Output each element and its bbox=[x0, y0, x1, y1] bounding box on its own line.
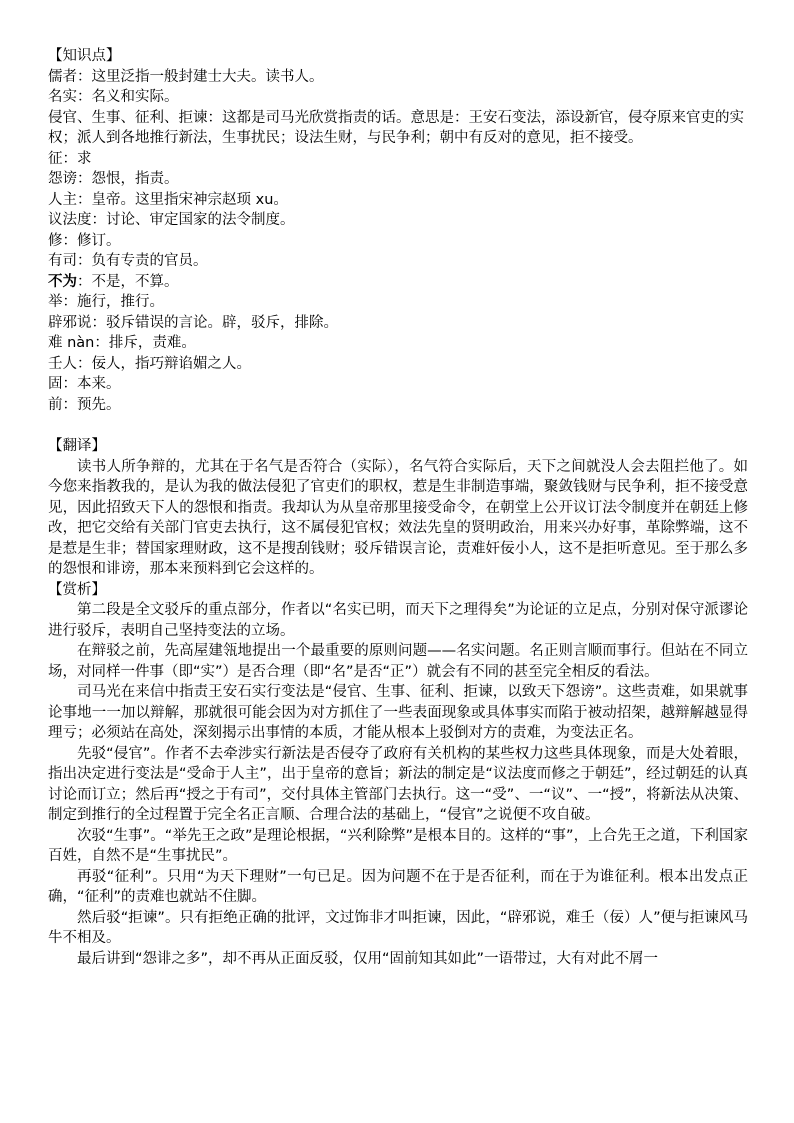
knowledge-item bbox=[48, 210, 748, 231]
knowledge-item bbox=[48, 87, 748, 108]
appreciation-paragraph: 第二段是全文驳斥的重点部分，作者以“名实已明，而天下之理得矣”为论证的立足点，分别对保守派谬论进行驳斥，表明自己坚持变法的立场。 bbox=[48, 602, 748, 639]
knowledge-item bbox=[48, 333, 748, 354]
knowledge-definition: ：本来。 bbox=[62, 376, 121, 392]
knowledge-term: 壬人 bbox=[48, 355, 77, 372]
document-page bbox=[48, 46, 748, 969]
knowledge-definition: ：名义和实际。 bbox=[77, 89, 179, 105]
translation-paragraph: 读书人所争辩的，尤其在于名气是否符合（实际），名气符合实际后，天下之间就没人会去阻拦他了。如今您来指教我的，是认为我的做法侵犯了官吏们的职权，惹是生非制造事端，聚敛钱财与民争利，拒不接受意见，因此招致天下人的怨恨和指责。我却认为从皇帝那里接受命令，在朝堂上公开议订法令制度并在朝廷上修改，把它交给有关部门官吏去执行，这不属侵犯官权；效法先皇的贤明政治，用来兴办好事，革除弊端，这不是惹是生非；替国家理财政，这不是搜刮钱财；驳斥错误言论，责难奸佞小人，这不是拒听意见。至于那么多的怨恨和诽谤，那本来预料到它会这样的。 bbox=[48, 458, 748, 577]
knowledge-term: 征 bbox=[48, 150, 63, 167]
knowledge-definition: ：预先。 bbox=[62, 396, 121, 413]
appreciation-paragraph: 先驳“侵官”。作者不去牵涉实行新法是否侵夺了政府有关机构的某些权力这些具体现象，而是大处着眼，指出决定进行变法是“受命于人主”，出于皇帝的意旨；新法的制定是“议法度而修之于朝廷”，经过朝廷的认真讨论而订立；然后再“授之于有司”，交付具体主管部门去执行。这一“受”、一“议”、一“授”，将新法从决策、制定到推行的全过程置于完全名正言顺、合理合法的基础上，“侵官”之说便不攻自破。 bbox=[48, 745, 748, 823]
knowledge-definition: ：讨论、审定国家的法令制度。 bbox=[91, 212, 295, 228]
knowledge-definition: ：不是，不算。 bbox=[77, 273, 179, 290]
appreciation-paragraph: 在辩驳之前，先高屋建瓴地提出一个最重要的原则问题——名实问题。名正则言顺而事行。但站在不同立场，对同样一件事（即“实”）是否合理（即“名”是否“正”）就会有不同的甚至完全相反的看法。 bbox=[48, 643, 748, 680]
knowledge-heading: 【知识点】 bbox=[48, 48, 121, 64]
appreciation-paragraph: 司马光在来信中指责王安石实行变法是“侵官、生事、征利、拒谏，以致天下怨谤”。这些责难，如果就事论事地一一加以辩解，那就很可能会因为对方抓住了一些表面现象或具体事实而陷于被动招架，越辩解越显得理亏；必须站在高处，深刻揭示出事情的本质，才能从根本上驳倒对方的责难，为变法正名。 bbox=[48, 684, 748, 741]
knowledge-definition: ：求 bbox=[62, 150, 92, 167]
knowledge-item bbox=[48, 374, 748, 395]
knowledge-definition: ：这都是司马光欣赏指责的话。意思是：王安石变法，添设新官，侵夺原来官吏的实权；派人到各地推行新法，生事扰民；设法生财，与民争利；朝中有反对的意见，拒不接受。 bbox=[48, 109, 744, 146]
knowledge-term: 难 nàn bbox=[48, 335, 95, 351]
knowledge-definition: ：皇帝。这里指宋神宗赵顼 xu。 bbox=[77, 191, 288, 208]
knowledge-term: 固 bbox=[48, 376, 63, 392]
knowledge-item bbox=[48, 231, 748, 252]
knowledge-definition: ：修订。 bbox=[62, 232, 121, 249]
knowledge-definition: ：施行，推行。 bbox=[62, 294, 164, 310]
knowledge-term: 修 bbox=[48, 232, 63, 249]
knowledge-item bbox=[48, 67, 748, 88]
knowledge-term: 侵官、生事、征利、拒谏 bbox=[48, 109, 208, 126]
knowledge-term: 前 bbox=[48, 396, 63, 413]
knowledge-definition: ：这里泛指一般封建士大夫。读书人。 bbox=[77, 68, 324, 85]
knowledge-item bbox=[48, 395, 748, 416]
knowledge-list bbox=[48, 67, 748, 416]
knowledge-term: 有司 bbox=[48, 253, 77, 269]
knowledge-item bbox=[48, 149, 748, 170]
knowledge-item bbox=[48, 354, 748, 375]
knowledge-definition: ：佞人，指巧辩谄媚之人。 bbox=[77, 355, 251, 372]
knowledge-term: 举 bbox=[48, 294, 63, 310]
knowledge-term: 议法度 bbox=[48, 212, 92, 228]
knowledge-term: 人主 bbox=[48, 191, 77, 208]
knowledge-definition: ：负有专责的官员。 bbox=[77, 253, 208, 269]
knowledge-definition: ：驳斥错误的言论。辟，驳斥，排除。 bbox=[91, 314, 338, 331]
section-spacer bbox=[48, 415, 748, 436]
knowledge-term: 儒者 bbox=[48, 68, 77, 85]
translation-heading: 【翻译】 bbox=[48, 438, 106, 454]
knowledge-term: 怨谤 bbox=[48, 171, 77, 187]
knowledge-item bbox=[48, 169, 748, 190]
appreciation-heading: 【赏析】 bbox=[48, 581, 106, 598]
knowledge-item bbox=[48, 313, 748, 334]
appreciation-paragraph: 再驳“征利”。只用“为天下理财”一句已足。因为问题不在于是否征利，而在于为谁征利。根本出发点正确，“征利”的责难也就站不住脚。 bbox=[48, 868, 748, 905]
knowledge-term: 辟邪说 bbox=[48, 314, 92, 331]
knowledge-definition: ：排斥，责难。 bbox=[94, 335, 196, 351]
knowledge-item bbox=[48, 272, 748, 293]
knowledge-term: 不为 bbox=[48, 273, 77, 290]
knowledge-term: 名实 bbox=[48, 89, 77, 105]
appreciation-paragraph: 最后讲到“怨诽之多”，却不再从正面反驳，仅用“固前知其如此”一语带过，大有对此不屑一 bbox=[77, 950, 659, 967]
knowledge-item bbox=[48, 292, 748, 313]
knowledge-item bbox=[48, 190, 748, 211]
knowledge-item bbox=[48, 108, 748, 149]
appreciation-paragraph: 次驳“生事”。“举先王之政”是理论根据，“兴利除弊”是根本目的。这样的“事”，上合先王之道，下利国家百姓，自然不是“生事扰民”。 bbox=[48, 827, 748, 864]
knowledge-item bbox=[48, 251, 748, 272]
appreciation-paragraph: 然后驳“拒谏”。只有拒绝正确的批评，文过饰非才叫拒谏，因此，“辟邪说，难壬（佞）人”便与拒谏风马牛不相及。 bbox=[48, 909, 748, 946]
knowledge-definition: ：怨恨，指责。 bbox=[77, 171, 179, 187]
